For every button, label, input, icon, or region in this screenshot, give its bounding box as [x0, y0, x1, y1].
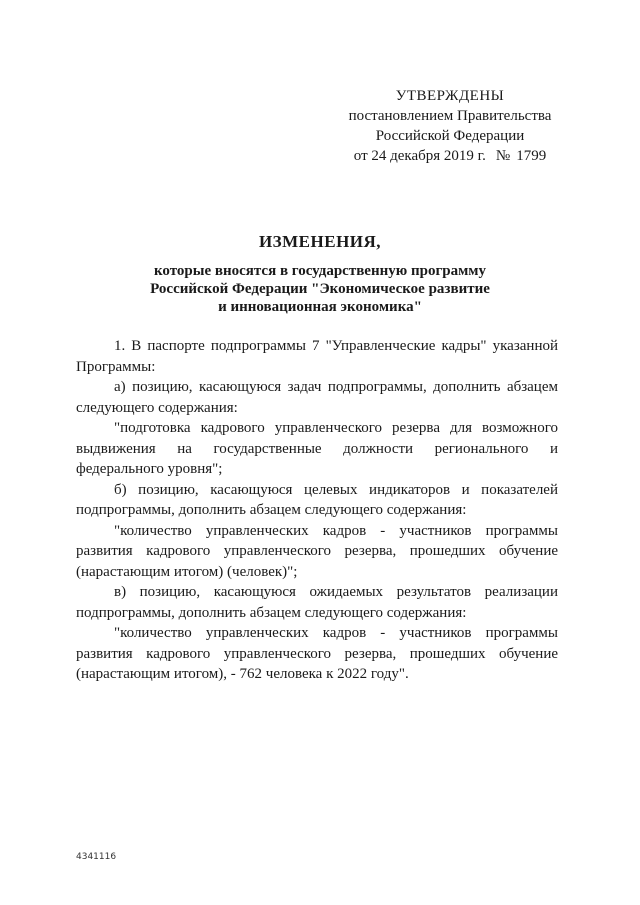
approval-line-1: постановлением Правительства: [348, 108, 552, 124]
approval-title: УТВЕРЖДЕНЫ: [395, 88, 505, 104]
paragraph-4: б) позицию, касающуюся целевых индикаторов и показателей подпрограммы, дополнить абзацем следующего содержания:: [76, 481, 558, 518]
paragraph-2: а) позицию, касающуюся задач подпрограммы, дополнить абзацем следующего содержания:: [76, 379, 558, 416]
approval-block: [340, 86, 560, 166]
document-code: 4341116: [76, 852, 117, 862]
approval-line-2: Российской Федерации: [375, 128, 525, 144]
paragraph-7: "количество управленческих кадров - участников программы развития кадрового управленческого резерва, прошедших обучение (нарастающим итогом), - 762 человека к 2022 году".: [76, 625, 558, 682]
subtitle-line-3: и инновационная экономика": [218, 299, 422, 315]
subtitle-line-2: Российской Федерации "Экономическое развитие: [150, 281, 490, 297]
approval-date: от 24 декабря 2019 г.: [353, 148, 486, 164]
approval-number-sign: №: [495, 148, 511, 164]
approval-number: 1799: [516, 148, 547, 164]
document-subtitle: [0, 262, 640, 316]
document-body: [76, 336, 558, 685]
subtitle-line-1: которые вносятся в государственную программу: [153, 263, 487, 279]
paragraph-5: "количество управленческих кадров - участников программы развития кадрового управленческого резерва, прошедших обучение (нарастающим итогом) (человек)";: [76, 522, 558, 580]
document-title: ИЗМЕНЕНИЯ,: [258, 232, 382, 251]
paragraph-3: "подготовка кадрового управленческого резерва для возможного выдвижения на государственные должности регионального и федерального уровня";: [76, 420, 558, 477]
paragraph-6: в) позицию, касающуюся ожидаемых результатов реализации подпрограммы, дополнить абзацем следующего содержания:: [76, 584, 558, 621]
approval-date-line: [340, 146, 560, 166]
paragraph-1: 1. В паспорте подпрограммы 7 "Управленческие кадры" указанной Программы:: [76, 338, 558, 375]
